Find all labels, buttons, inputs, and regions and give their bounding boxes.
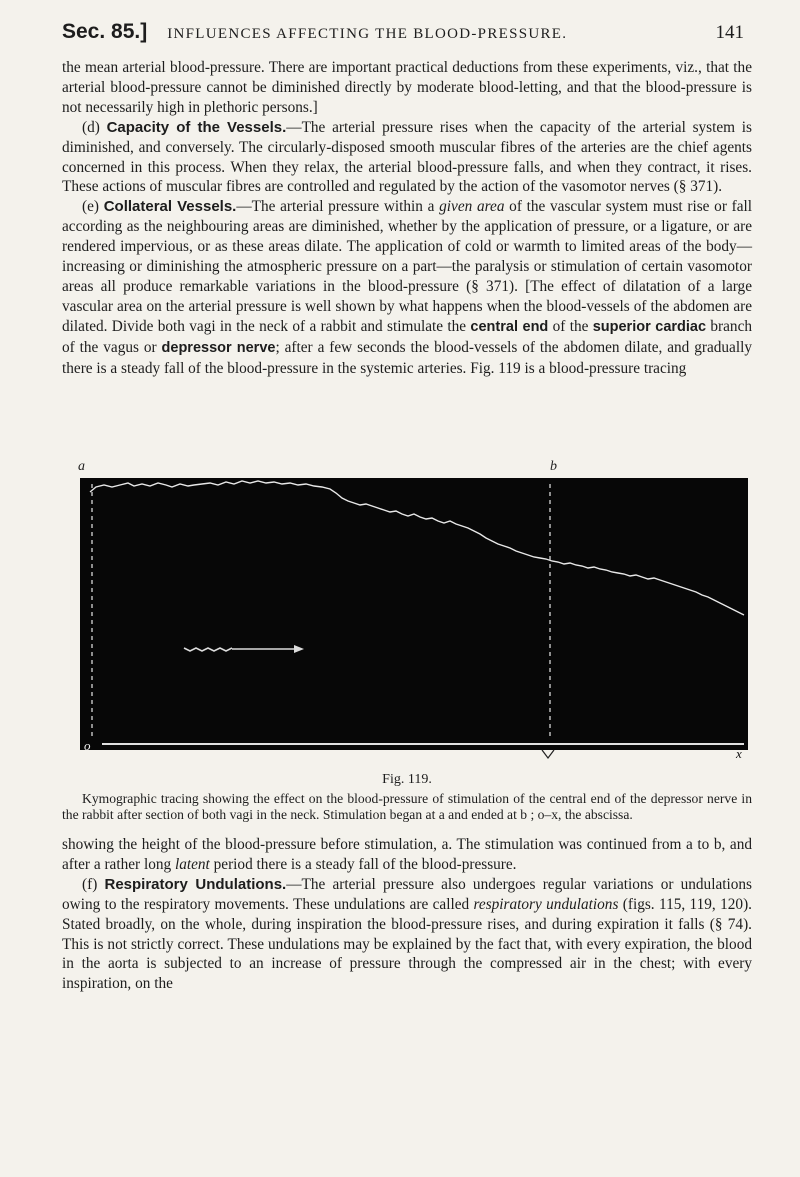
figure-caption: [62, 772, 752, 823]
para-text: of the: [548, 317, 593, 335]
keyword-depressor-nerve: depressor nerve: [161, 339, 276, 356]
heading-collateral: Collateral Vessels.: [103, 198, 237, 216]
para-label: (e): [82, 198, 99, 216]
para-text: —The arterial pressure rises when the capacity of the arterial system is diminished, and conversely. The circularly-disposed smooth muscular fibres of the arteries are the chief agents concerned in this process. When they relax, the arterial blood-pressure falls, and when they contract, it rises. These actions of muscular fibres are controlled and regulated by the action of the vasomotor nerves (§ 371).: [62, 118, 753, 196]
para-label: (f): [82, 875, 98, 893]
emphasis: latent: [174, 855, 210, 873]
section-number: Sec. 85.]: [62, 20, 148, 43]
label-x: x: [736, 746, 742, 761]
para-text: ; after a few seconds the blood-vessels of the abdomen dilate, and gradually there is a steady fall of the blood-pressure in the systemic arteries. Fig. 119 is a blood-pressure tracing: [62, 338, 752, 377]
label-a: a: [78, 459, 85, 474]
para-text: of the vascular system must rise or fall according as the neighbouring areas are diminished, whether by the application of pressure, or a ligature, or are rendered impervious, or as these areas dilate. The application of cold or warmth to limited areas of the body—increasing or diminishing the atmospheric pressure on a part—the paralysis or stimulation of certain vasomotor areas all produce remarkable variations in the blood-pressure (§ 371). [The effect of dilatation of a large vascular area on the arterial pressure is well shown by what happens when the blood-vessels of the abdomen are dilated. Divide both vagi in the neck of a rabbit and stimulate the: [62, 198, 753, 335]
paragraph-respiratory: [62, 875, 752, 994]
caption-title: Fig. 119.: [382, 772, 432, 787]
figure-kymograph: [72, 458, 752, 770]
para-text: period there is a steady fall of the blood-pressure.: [209, 855, 517, 873]
notch-mark: [542, 750, 554, 758]
paragraph-capacity: [62, 118, 752, 198]
keyword-central-end: central end: [470, 318, 549, 335]
para-text: showing the height of the blood-pressure before stimulation, a. The stimulation was continued from a to b, and after a rather long: [62, 836, 752, 873]
para-text: —The arterial pressure also undergoes regular variations or undulations owing to the respiratory movements. These undulations are called: [62, 875, 752, 913]
label-b: b: [550, 459, 557, 474]
emphasis: given area: [439, 198, 505, 216]
label-o: o: [84, 738, 91, 753]
caption-text: Kymographic tracing showing the effect on the blood-pressure of stimulation of the central end of the depressor nerve in the rabbit after section of both vagi in the neck. Stimulation began at a and ended at b ; o–x, the abscissa.: [62, 791, 752, 822]
para-label: (d): [82, 118, 100, 136]
para-text: —The arterial pressure within a: [236, 198, 440, 216]
paragraph-continued: [62, 835, 752, 875]
heading-capacity: Capacity of the Vessels.: [106, 118, 287, 136]
para-text: (figs. 115, 119, 120). Stated broadly, on the whole, during inspiration the blood-pressure rises, and during expiration it falls (§ 74). This is not strictly correct. These undulations may be explained by the fact that, with every expiration, the blood in the aorta is subjected to an increase of pressure through the compressed air in the chest; with every inspiration, on the: [62, 895, 752, 993]
paragraph-collateral: [62, 197, 752, 378]
emphasis: respiratory undulations: [473, 895, 619, 913]
paragraph-intro: the mean arterial blood-pressure. There are important practical deductions from these experiments, viz., that the arterial blood-pressure cannot be diminished directly by moderate blood-letting, and that the blood-pressure is not necessarily high in plethoric persons.]: [62, 59, 752, 116]
text-block-lower: [62, 835, 752, 994]
running-header: [62, 20, 744, 50]
running-title: INFLUENCES AFFECTING THE BLOOD-PRESSURE.: [167, 26, 568, 42]
tracing-panel: [80, 478, 748, 750]
kymograph-tracing: [72, 458, 752, 770]
para-text: branch of the vagus or: [62, 317, 753, 356]
page-number: 141: [715, 22, 744, 43]
heading-respiratory: Respiratory Undulations.: [104, 875, 287, 893]
text-block-upper: [62, 58, 752, 379]
keyword-superior-cardiac: superior cardiac: [592, 318, 707, 335]
